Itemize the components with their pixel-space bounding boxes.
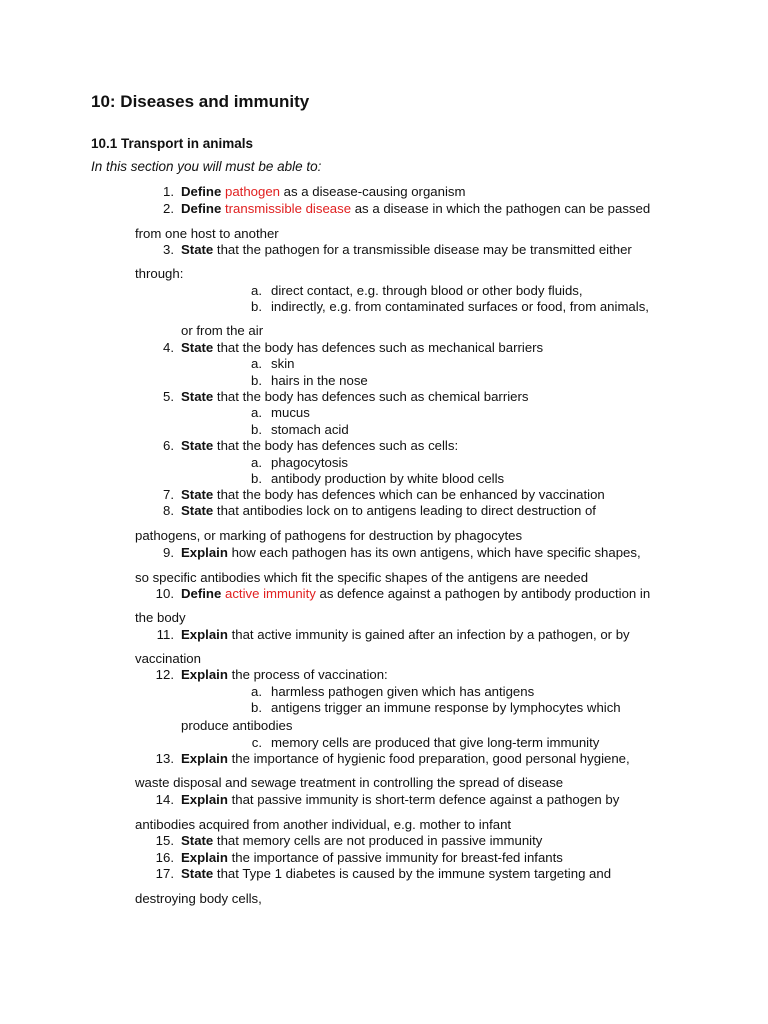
- list-number: 14.: [155, 792, 174, 807]
- command-word: State: [181, 389, 214, 404]
- list-item: [181, 667, 388, 683]
- command-word: State: [181, 503, 214, 518]
- command-word: State: [181, 242, 214, 257]
- list-number: 3.: [163, 242, 174, 257]
- list-item: [181, 586, 650, 602]
- item-text: the importance of passive immunity for breast-fed infants: [231, 850, 563, 865]
- list-number: 15.: [155, 833, 174, 848]
- sub-item-letter: a.: [251, 283, 262, 298]
- item-text: that antibodies lock on to antigens leading to direct destruction of: [216, 503, 596, 518]
- item-text: that the body has defences such as mechanical barriers: [216, 340, 544, 355]
- item-continuation: antibodies acquired from another individual, e.g. mother to infant: [135, 817, 512, 832]
- list-number: 4.: [163, 340, 174, 355]
- sub-item-letter: b.: [251, 422, 262, 437]
- command-word: State: [181, 833, 214, 848]
- command-word: State: [181, 487, 214, 502]
- item-text: the importance of hygienic food preparation, good personal hygiene,: [231, 751, 630, 766]
- page-title: 10: Diseases and immunity: [91, 92, 310, 111]
- list-item: [181, 389, 528, 405]
- sub-item-letter: a.: [251, 455, 262, 470]
- list-item: [181, 833, 542, 849]
- key-term: pathogen: [224, 184, 280, 199]
- command-word: State: [181, 340, 214, 355]
- item-continuation: so specific antibodies which fit the specific shapes of the antigens are needed: [135, 570, 589, 585]
- sub-item-letter: a.: [251, 356, 262, 371]
- item-text: that the pathogen for a transmissible disease may be transmitted either: [216, 242, 632, 257]
- list-item: [181, 487, 605, 503]
- item-continuation: vaccination: [135, 651, 201, 666]
- sub-item: memory cells are produced that give long-term immunity: [271, 735, 600, 750]
- item-continuation: pathogens, or marking of pathogens for destruction by phagocytes: [135, 528, 523, 543]
- list-number: 10.: [155, 586, 174, 601]
- command-word: Explain: [181, 792, 228, 807]
- sub-item-letter: c.: [251, 735, 262, 750]
- item-continuation: destroying body cells,: [135, 891, 262, 906]
- sub-item: antibody production by white blood cells: [271, 471, 505, 486]
- sub-item-letter: b.: [251, 373, 262, 388]
- item-text: that active immunity is gained after an infection by a pathogen, or by: [231, 627, 630, 642]
- sub-item-letter: b.: [251, 471, 262, 486]
- list-item: [181, 184, 465, 200]
- sub-item-letter: b.: [251, 299, 262, 314]
- item-text: as defence against a pathogen by antibody production in: [315, 586, 651, 601]
- list-item: [181, 850, 563, 866]
- list-number: 1.: [163, 184, 174, 199]
- list-item: [181, 545, 641, 561]
- command-word: Define: [181, 201, 222, 216]
- item-text: that the body has defences such as cells:: [216, 438, 459, 453]
- list-number: 6.: [163, 438, 174, 453]
- sub-item-letter: b.: [251, 700, 262, 715]
- item-continuation: through:: [135, 266, 184, 281]
- command-word: Define: [181, 184, 222, 199]
- item-text: that Type 1 diabetes is caused by the immune system targeting and: [216, 866, 612, 881]
- list-item: [181, 340, 543, 356]
- command-word: Explain: [181, 627, 228, 642]
- intro-text: In this section you will must be able to:: [91, 159, 322, 174]
- item-text: as a disease-causing organism: [280, 184, 466, 199]
- key-term: active immunity: [224, 586, 316, 601]
- item-text: that memory cells are not produced in passive immunity: [216, 833, 543, 848]
- list-number: 9.: [163, 545, 174, 560]
- command-word: State: [181, 866, 214, 881]
- list-item: [181, 242, 632, 258]
- list-number: 11.: [156, 627, 174, 642]
- sub-item-continuation: or from the air: [181, 323, 264, 338]
- list-number: 12.: [155, 667, 174, 682]
- key-term: transmissible disease: [224, 201, 352, 216]
- sub-item: hairs in the nose: [271, 373, 368, 388]
- item-text: that passive immunity is short-term defence against a pathogen by: [231, 792, 620, 807]
- list-number: 13.: [155, 751, 174, 766]
- sub-item: direct contact, e.g. through blood or other body fluids,: [271, 283, 583, 298]
- list-number: 17.: [155, 866, 174, 881]
- sub-item-letter: a.: [251, 405, 262, 420]
- sub-item: mucus: [271, 405, 310, 420]
- command-word: Explain: [181, 850, 228, 865]
- list-item: [181, 866, 611, 882]
- command-word: Define: [181, 586, 222, 601]
- list-number: 7.: [163, 487, 174, 502]
- item-continuation: the body: [135, 610, 186, 625]
- sub-item: stomach acid: [271, 422, 349, 437]
- item-text: how each pathogen has its own antigens, which have specific shapes,: [231, 545, 641, 560]
- sub-item: harmless pathogen given which has antigens: [271, 684, 535, 699]
- item-text: that the body has defences such as chemical barriers: [216, 389, 529, 404]
- command-word: Explain: [181, 667, 228, 682]
- sub-item: indirectly, e.g. from contaminated surfaces or food, from animals,: [271, 299, 649, 314]
- list-item: [181, 751, 630, 767]
- list-item: [181, 627, 630, 643]
- list-number: 16.: [155, 850, 174, 865]
- item-text: that the body has defences which can be enhanced by vaccination: [216, 487, 605, 502]
- item-text: the process of vaccination:: [231, 667, 388, 682]
- list-item: [181, 503, 596, 519]
- command-word: State: [181, 438, 214, 453]
- item-text: as a disease in which the pathogen can be passed: [351, 201, 651, 216]
- list-item: [181, 792, 619, 808]
- sub-item: phagocytosis: [271, 455, 348, 470]
- sub-item-letter: a.: [251, 684, 262, 699]
- item-continuation: from one host to another: [135, 226, 279, 241]
- section-heading: 10.1 Transport in animals: [91, 136, 254, 151]
- list-number: 2.: [163, 201, 174, 216]
- list-number: 8.: [163, 503, 174, 518]
- sub-item: skin: [271, 356, 295, 371]
- sub-item: antigens trigger an immune response by lymphocytes which: [271, 700, 621, 715]
- sub-item-continuation: produce antibodies: [181, 718, 293, 733]
- list-item: [181, 438, 458, 454]
- command-word: Explain: [181, 545, 228, 560]
- list-item: [181, 201, 650, 217]
- item-continuation: waste disposal and sewage treatment in controlling the spread of disease: [135, 775, 564, 790]
- command-word: Explain: [181, 751, 228, 766]
- list-number: 5.: [163, 389, 174, 404]
